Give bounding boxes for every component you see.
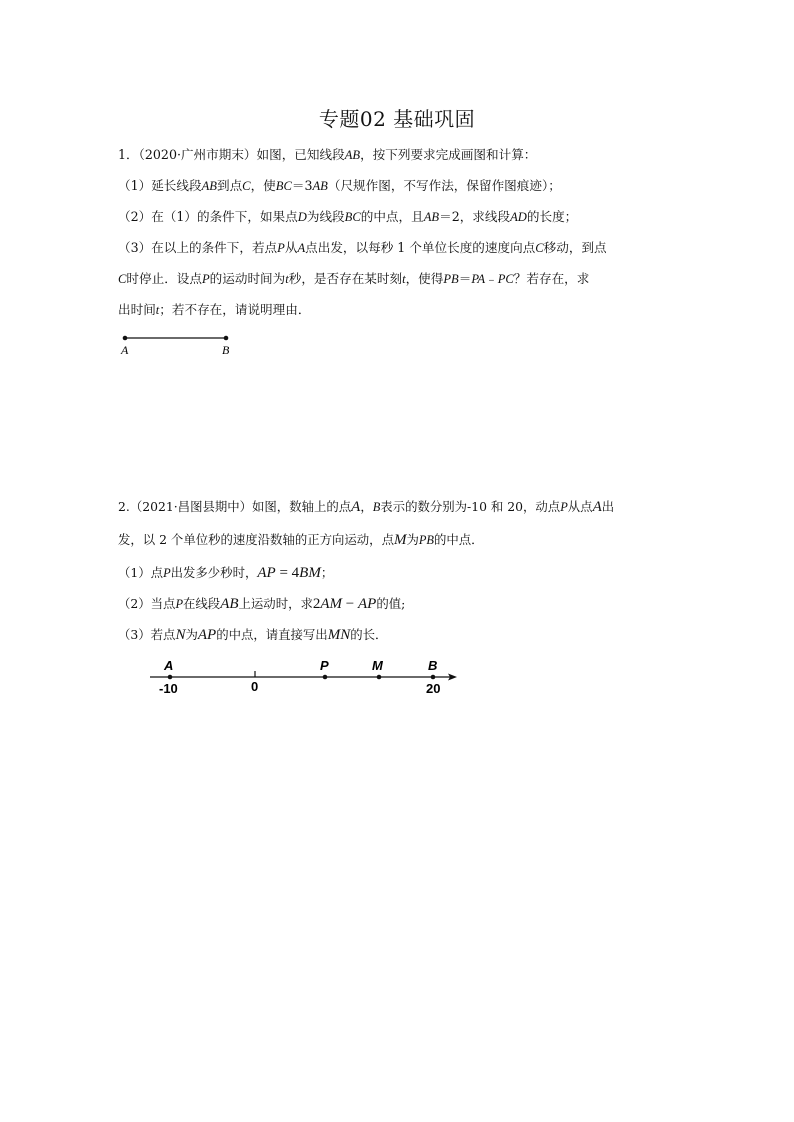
point-b-label: B [222,343,230,357]
q1-part3-line3: 出时间t；若不存在，请说明理由． [118,302,311,317]
point-p-dot [323,675,328,680]
tick-label-zero: 0 [251,679,259,694]
point-m-label: M [372,658,383,673]
q2-part2: （2）当点P在线段AB上运动时，求2AM − AP的值; [118,596,406,612]
tick-label-neg10: -10 [159,681,178,696]
point-p-label: P [320,658,329,673]
q1-segment-figure [115,330,245,360]
page-title: 专题02 基础巩固 [318,107,476,131]
q1-part1: （1）延长线段AB到点C，使BC＝3AB（尺规作图，不写作法，保留作图痕迹）； [118,178,561,193]
q1-part3-line1: （3）在以上的条件下，若点P从A点出发，以每秒 1 个单位长度的速度向点C移动，到点 [118,240,607,255]
tick-label-20: 20 [426,681,441,696]
q2-stem-line2: 发，以 2 个单位秒的速度沿数轴的正方向运动，点M为PB的中点． [118,532,484,548]
point-a-label: A [121,343,129,357]
q2-part3: （3）若点N为AP的中点，请直接写出MN的长． [118,627,388,643]
point-a-dot [168,675,173,680]
q1-stem: 1．（2020·广州市期末）如图，已知线段AB，按下列要求完成画图和计算： [118,147,537,162]
point-a-dot [123,336,128,341]
point-m-dot [377,675,382,680]
point-b-label: B [428,658,438,673]
q2-number-line [145,655,465,700]
q2-stem-line1: 2.（2021·昌图县期中）如图，数轴上的点A，B表示的数分别为-10 和 20，动点P从点A出 [118,499,615,515]
point-b-dot [431,675,436,680]
q1-part2: （2）在（1）的条件下，如果点D为线段BC的中点，且AB＝2，求线段AD的长度； [118,209,578,224]
q1-part3-line2: C时停止．设点P的运动时间为t秒，是否存在某时刻t，使得PB＝PA﹣PC？若存在，求 [118,271,590,286]
point-b-dot [224,336,229,341]
point-a-label: A [164,658,174,673]
q2-part1: （1）点P出发多少秒时，AP = 4BM； [118,565,334,581]
